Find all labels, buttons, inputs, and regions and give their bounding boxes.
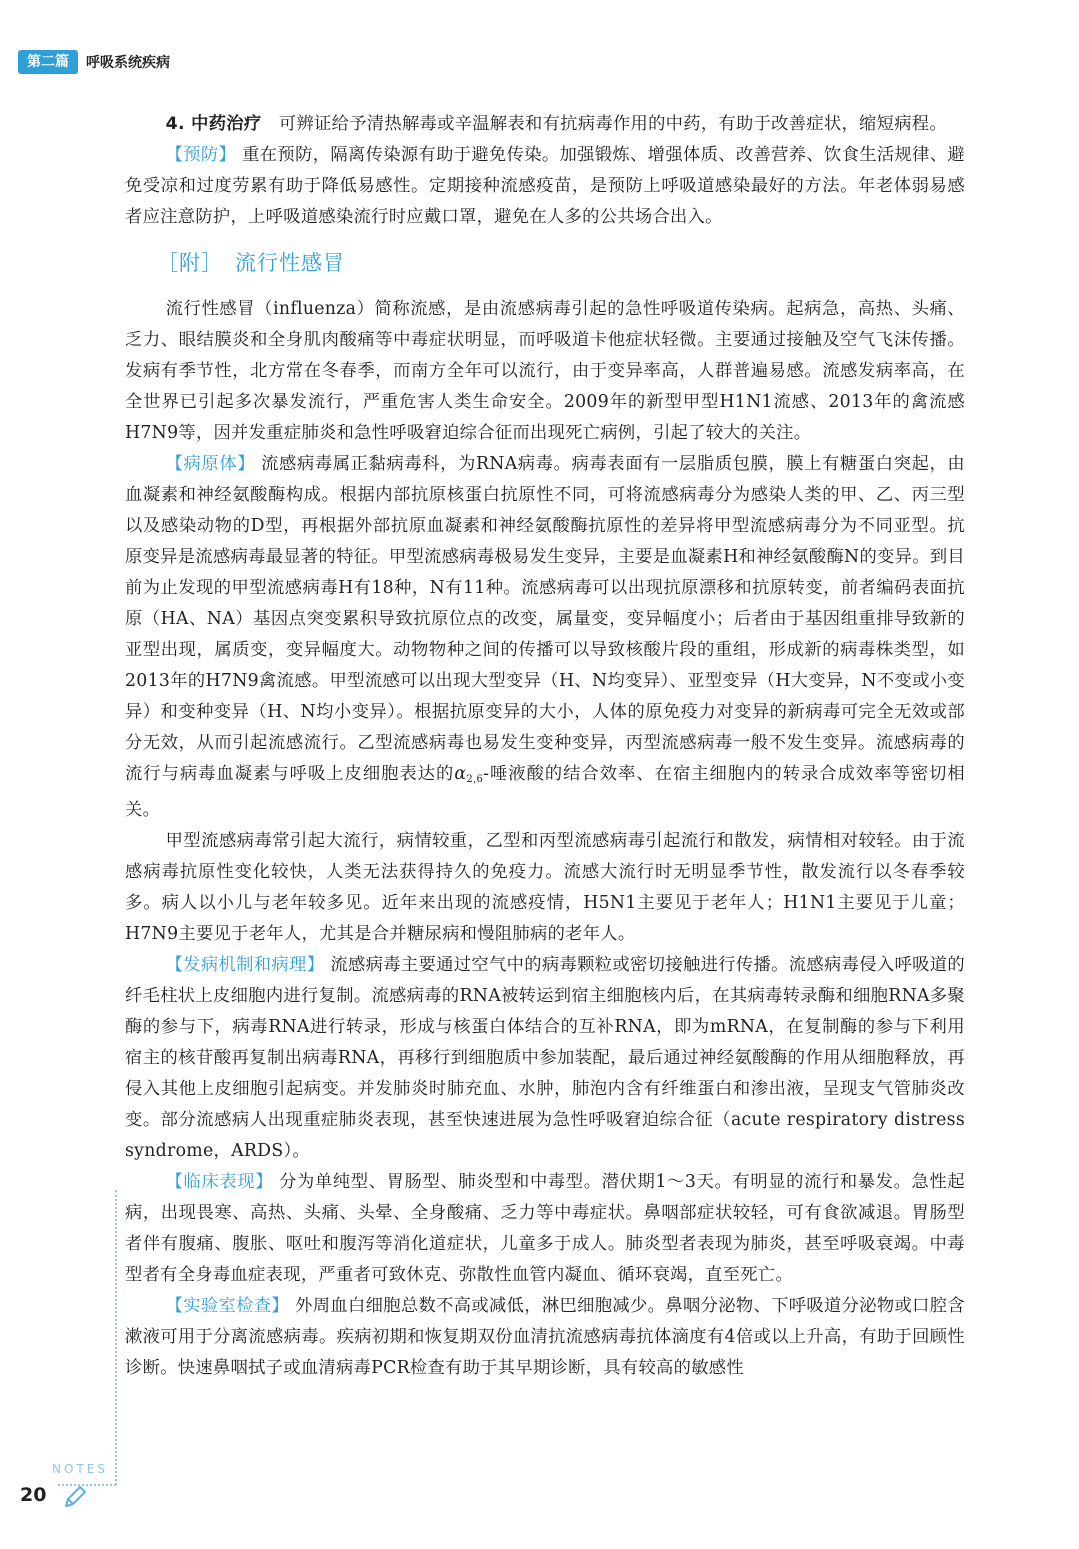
paragraph-pathogen bbox=[125, 449, 965, 826]
paragraph-lab bbox=[125, 1291, 965, 1384]
alpha-subscript: 2,6 bbox=[466, 774, 484, 785]
lab-text: 外周血白细胞总数不高或减低，淋巴细胞减少。鼻咽分泌物、下呼吸道分泌物或口腔含漱液可用于分离流感病毒。疾病初期和恢复期双份血清抗流感病毒抗体滴度有4倍或以上升高，有助于回顾性诊断。快速鼻咽拭子或血清病毒PCR检查有助于其早期诊断，具有较高的敏感性 bbox=[125, 1296, 965, 1378]
page-header bbox=[18, 50, 170, 74]
epidemic-text: 甲型流感病毒常引起大流行，病情较重，乙型和丙型流感病毒引起流行和散发，病情相对较轻。由于流感病毒抗原性变化较快，人类无法获得持久的免疫力。流感大流行时无明显季节性，散发流行以冬春季较多。病人以小儿与老年较多见。近年来出现的流感疫情，H5N1主要见于老年人；H1N1主要见于儿童；H7N9主要见于老年人，尤其是合并糖尿病和慢阻肺病的老年人。 bbox=[125, 831, 965, 944]
page-number: 20 bbox=[20, 1484, 47, 1506]
clinical-heading: 【临床表现】 bbox=[165, 1172, 274, 1192]
paragraph-pathogenesis bbox=[125, 950, 965, 1167]
intro-text: 流行性感冒（influenza）简称流感，是由流感病毒引起的急性呼吸道传染病。起病急，高热、头痛、乏力、眼结膜炎和全身肌肉酸痛等中毒症状明显，而呼吸道卡他症状轻微。主要通过接触及空气飞沫传播。发病有季节性，北方常在冬春季，而南方全年可以流行，由于变异率高，人群普遍易感。流感发病率高，在全世界已引起多次暴发流行，严重危害人类生命安全。2009年的新型甲型H1N1流感、2013年的禽流感H7N9等，因并发重症肺炎和急性呼吸窘迫综合征而出现死亡病例，引起了较大的关注。 bbox=[125, 299, 965, 443]
appendix-tag: ［附］ bbox=[157, 251, 223, 275]
appendix-section-title bbox=[157, 242, 965, 284]
pathogen-text-end: -唾液酸的结合效率、在宿主细胞内的转录合成效率等密切相关。 bbox=[125, 764, 965, 820]
pathogenesis-heading: 【发病机制和病理】 bbox=[165, 955, 325, 975]
prevention-heading: 【预防】 bbox=[165, 145, 237, 165]
alpha-symbol: α bbox=[454, 764, 467, 784]
tcm-heading: 4. 中药治疗 bbox=[165, 114, 262, 134]
paragraph-tcm-treatment bbox=[125, 109, 965, 140]
paragraph-influenza-intro bbox=[125, 294, 965, 449]
pathogen-text: 流感病毒属正黏病毒科，为RNA病毒。病毒表面有一层脂质包膜，膜上有糖蛋白突起，由血凝素和神经氨酸酶构成。根据内部抗原核蛋白抗原性不同，可将流感病毒分为感染人类的甲、乙、丙三型以及感染动物的D型，再根据外部抗原血凝素和神经氨酸酶抗原性的差异将甲型流感病毒分为不同亚型。抗原变异是流感病毒最显著的特征。甲型流感病毒极易发生变异，主要是血凝素H和神经氨酸酶N的变异。到目前为止发现的甲型流感病毒H有18种，N有11种。流感病毒可以出现抗原漂移和抗原转变，前者编码表面抗原（HA、NA）基因点突变累积导致抗原位点的改变，属量变，变异幅度小；后者由于基因组重排导致新的亚型出现，属质变，变异幅度大。动物物种之间的传播可以导致核酸片段的重组，形成新的病毒株类型，如2013年的H7N9禽流感。甲型流感可以出现大型变异（H、N均变异）、亚型变异（H大变异，N不变或小变异）和变种变异（H、N均小变异）。根据抗原变异的大小，人体的原免疫力对变异的新病毒可完全无效或部分无效，从而引起流感流行。乙型流感病毒也易发生变种变异，丙型流感病毒一般不发生变异。流感病毒的流行与病毒血凝素与呼吸上皮细胞表达的 bbox=[125, 454, 965, 784]
pathogen-heading: 【病原体】 bbox=[165, 454, 256, 474]
pathogenesis-text: 流感病毒主要通过空气中的病毒颗粒或密切接触进行传播。流感病毒侵入呼吸道的纤毛柱状上皮细胞内进行复制。流感病毒的RNA被转运到宿主细胞核内后，在其病毒转录酶和细胞RNA多聚酶的参与下，病毒RNA进行转录，形成与核蛋白体结合的互补RNA，即为mRNA，在复制酶的参与下利用宿主的核苷酸再复制出病毒RNA，再移行到细胞质中参加装配，最后通过神经氨酸酶的作用从细胞释放，再侵入其他上皮细胞引起病变。并发肺炎时肺充血、水肿，肺泡内含有纤维蛋白和渗出液，呈现支气管肺炎改变。部分流感病人出现重症肺炎表现，甚至快速进展为急性呼吸窘迫综合征（acute respiratory distress syndrome，ARDS）。 bbox=[125, 955, 965, 1161]
clinical-text: 分为单纯型、胃肠型、肺炎型和中毒型。潜伏期1～3天。有明显的流行和暴发。急性起病，出现畏寒、高热、头痛、头晕、全身酸痛、乏力等中毒症状。鼻咽部症状较轻，可有食欲减退。胃肠型者伴有腹痛、腹胀、呕吐和腹泻等消化道症状，儿童多于成人。肺炎型者表现为肺炎，甚至呼吸衰竭。中毒型者有全身毒血症表现，严重者可致休克、弥散性血管内凝血、循环衰竭，直至死亡。 bbox=[125, 1172, 965, 1285]
main-content bbox=[125, 109, 965, 1384]
paragraph-clinical bbox=[125, 1167, 965, 1291]
chapter-title: 呼吸系统疾病 bbox=[86, 55, 170, 71]
prevention-text: 重在预防，隔离传染源有助于避免传染。加强锻炼、增强体质、改善营养、饮食生活规律、避免受凉和过度劳累有助于降低易感性。定期接种流感疫苗，是预防上呼吸道感染最好的方法。年老体弱易感者应注意防护，上呼吸道感染流行时应戴口罩，避免在人多的公共场合出入。 bbox=[125, 145, 965, 227]
appendix-title: 流行性感冒 bbox=[235, 251, 345, 275]
lab-heading: 【实验室检查】 bbox=[165, 1296, 290, 1316]
tcm-text: 可辨证给予清热解毒或辛温解表和有抗病毒作用的中药，有助于改善症状，缩短病程。 bbox=[278, 114, 947, 134]
notes-margin-line bbox=[115, 1190, 117, 1485]
paragraph-epidemic bbox=[125, 826, 965, 950]
notes-label: NOTES bbox=[52, 1462, 108, 1476]
part-badge: 第二篇 bbox=[18, 50, 78, 74]
paragraph-prevention bbox=[125, 140, 965, 233]
pencil-icon bbox=[62, 1484, 88, 1514]
